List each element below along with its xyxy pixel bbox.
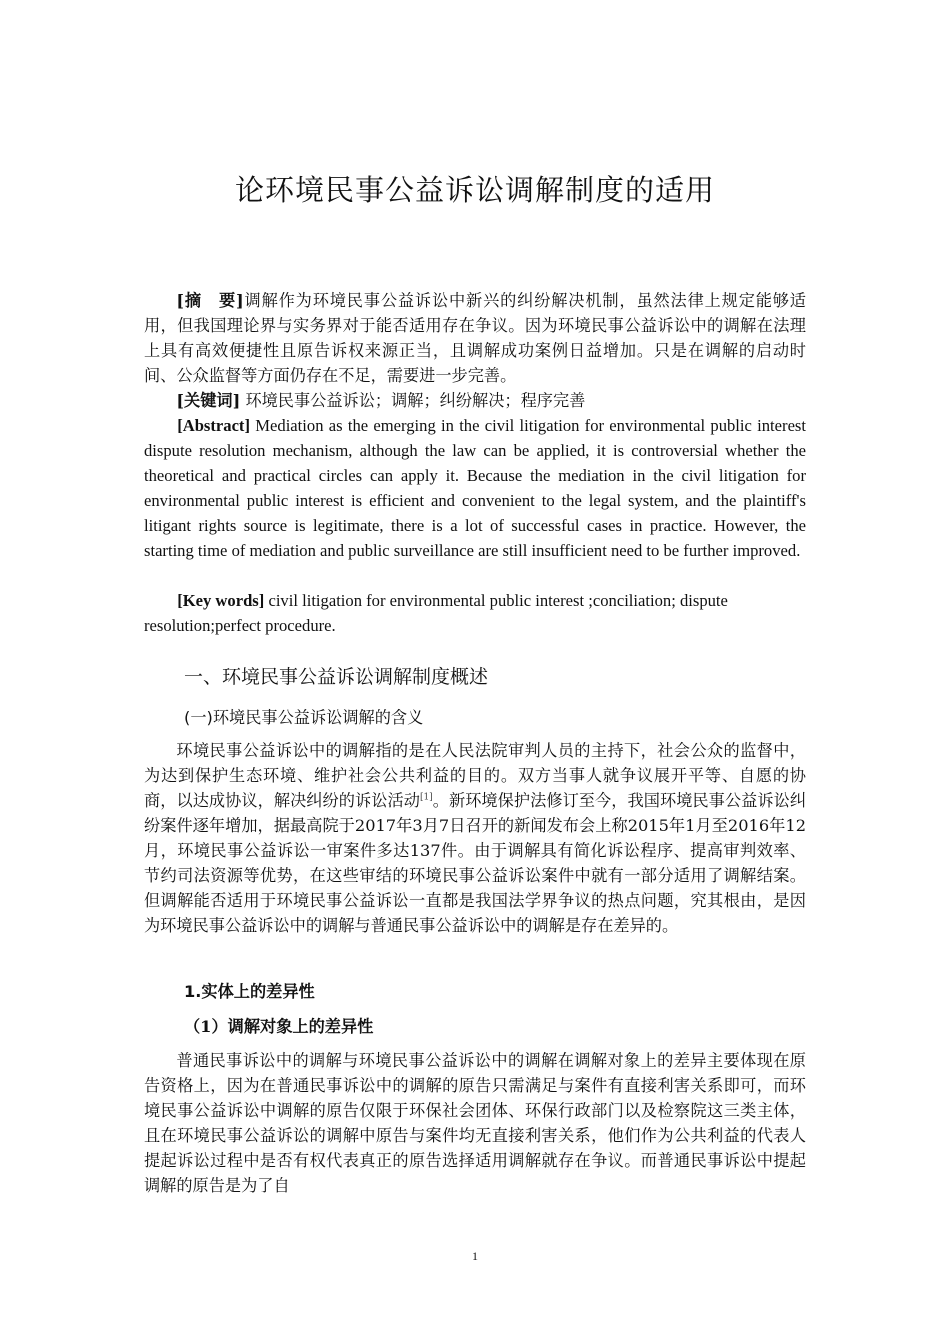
- keywords-cn-label: [关键词]: [176, 391, 241, 410]
- body-paragraph-1-text-b: 。新环境保护法修订至今，我国环境民事公益诉讼纠纷案件逐年增加，据最高院于2017年3月7日召开的新闻发布会上称2015年1月至2016年12月，环境民事公益诉讼一审案件多达137件。由于调解具有简化诉讼程序、提高审判效率、节约司法资源等优势，在这些审结的环境民事公益诉讼案件中就有一部分适用了调解结案。但调解能否适用于环境民事公益诉讼一直都是我国法学界争议的热点问题，究其根由，是因为环境民事公益诉讼中的调解与普通民事公益诉讼中的调解是存在差异的。: [144, 791, 807, 935]
- keywords-en-label: [Key words]: [177, 591, 265, 610]
- abstract-cn-text: 调解作为环境民事公益诉讼中新兴的纠纷解决机制，虽然法律上规定能够适用，但我国理论界与实务界对于能否适用存在争议。因为环境民事公益诉讼中的调解在法理上具有高效便捷性且原告诉权来源正当，且调解成功案例日益增加。只是在调解的启动时间、公众监督等方面仍存在不足，需要进一步完善。: [144, 291, 806, 385]
- abstract-en-text: Mediation as the emerging in the civil litigation for environmental public interest dispute resolution mechanism, although the law can be applied, it is controversial whether the theoretical and practical circles can apply it. Because the mediation in the civil litigation for environmental public interest is efficient and convenient to the legal system, and the plaintiff's litigant rights source is legitimate, there is a lot of successful cases in practice. However, the starting time of mediation and public surveillance are still insufficient need to be further improved.: [144, 416, 806, 560]
- section-heading-1: 一、环境民事公益诉讼调解制度概述: [184, 666, 489, 688]
- abstract-en: [144, 413, 806, 563]
- abstract-cn-label: [摘 要]: [176, 291, 244, 310]
- keywords-cn: [144, 388, 806, 413]
- point-heading-1: 1.实体上的差异性: [184, 982, 315, 1001]
- subsection-heading-1: (一)环境民事公益诉讼调解的含义: [184, 708, 424, 727]
- keywords-cn-text: 环境民事公益诉讼；调解；纠纷解决；程序完善: [245, 391, 586, 410]
- body-paragraph-1: [144, 738, 806, 938]
- point-subheading-1: （1）调解对象上的差异性: [184, 1017, 374, 1036]
- body-paragraph-1-text-a: 环境民事公益诉讼中的调解指的是在人民法院审判人员的主持下，社会公众的监督中，为达到保护生态环境、维护社会公共利益的目的。双方当事人就争议展开平等、自愿的协商，以达成协议，解决纠纷的诉讼活动: [144, 741, 806, 810]
- citation-ref[interactable]: [1]: [419, 792, 433, 803]
- page-number: 1: [472, 1249, 478, 1263]
- paper-title: 论环境民事公益诉讼调解制度的适用: [234, 173, 715, 207]
- keywords-en-text: civil litigation for environmental public interest ;conciliation; dispute resolution;perfect procedure.: [144, 591, 728, 635]
- abstract-cn: [144, 288, 806, 388]
- body-paragraph-2: 普通民事诉讼中的调解与环境民事公益诉讼中的调解在调解对象上的差异主要体现在原告资格上，因为在普通民事诉讼中的调解的原告只需满足与案件有直接利害关系即可，而环境民事公益诉讼中调解的原告仅限于环保社会团体、环保行政部门以及检察院这三类主体，且在环境民事公益诉讼的调解中原告与案件均无直接利害关系，他们作为公共利益的代表人提起诉讼过程中是否有权代表真正的原告选择适用调解就存在争议。而普通民事诉讼中提起调解的原告是为了自: [144, 1051, 806, 1195]
- abstract-en-label: [Abstract]: [177, 416, 250, 435]
- keywords-en: [144, 588, 806, 638]
